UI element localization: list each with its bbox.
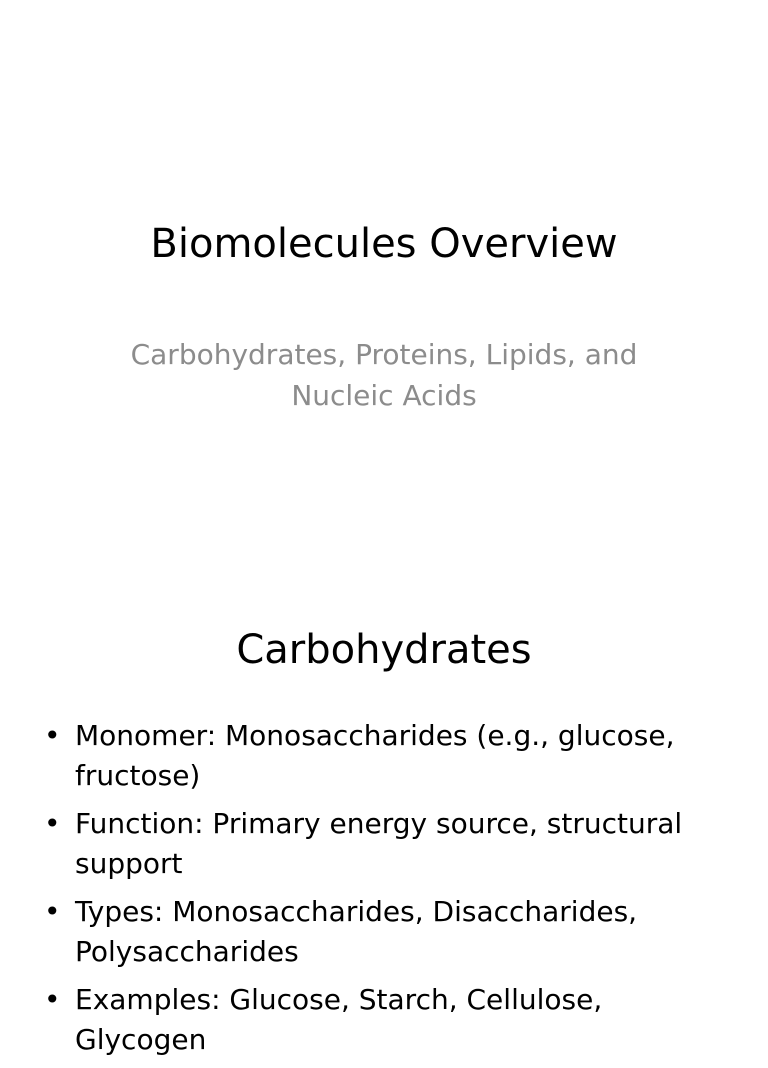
bullet-icon: •	[44, 719, 61, 752]
bullet-item	[0, 980, 768, 1060]
bullet-text: Function: Primary energy source, structural support	[75, 807, 683, 880]
bullet-item	[0, 892, 768, 972]
section-title: Carbohydrates	[236, 627, 532, 673]
bullet-text: Monomer: Monosaccharides (e.g., glucose, fructose)	[75, 719, 675, 792]
bullet-text: Examples: Glucose, Starch, Cellulose, Glycogen	[75, 983, 603, 1056]
bullet-list	[0, 716, 768, 1068]
bullet-item	[0, 716, 768, 796]
slide-title: Biomolecules Overview	[150, 221, 618, 267]
bullet-item	[0, 804, 768, 884]
slide-subtitle: Carbohydrates, Proteins, Lipids, and Nucleic Acids	[130, 338, 638, 412]
bullet-icon: •	[44, 895, 61, 928]
bullet-text: Types: Monosaccharides, Disaccharides, Polysaccharides	[75, 895, 638, 968]
bullet-icon: •	[44, 983, 61, 1016]
bullet-icon: •	[44, 807, 61, 840]
